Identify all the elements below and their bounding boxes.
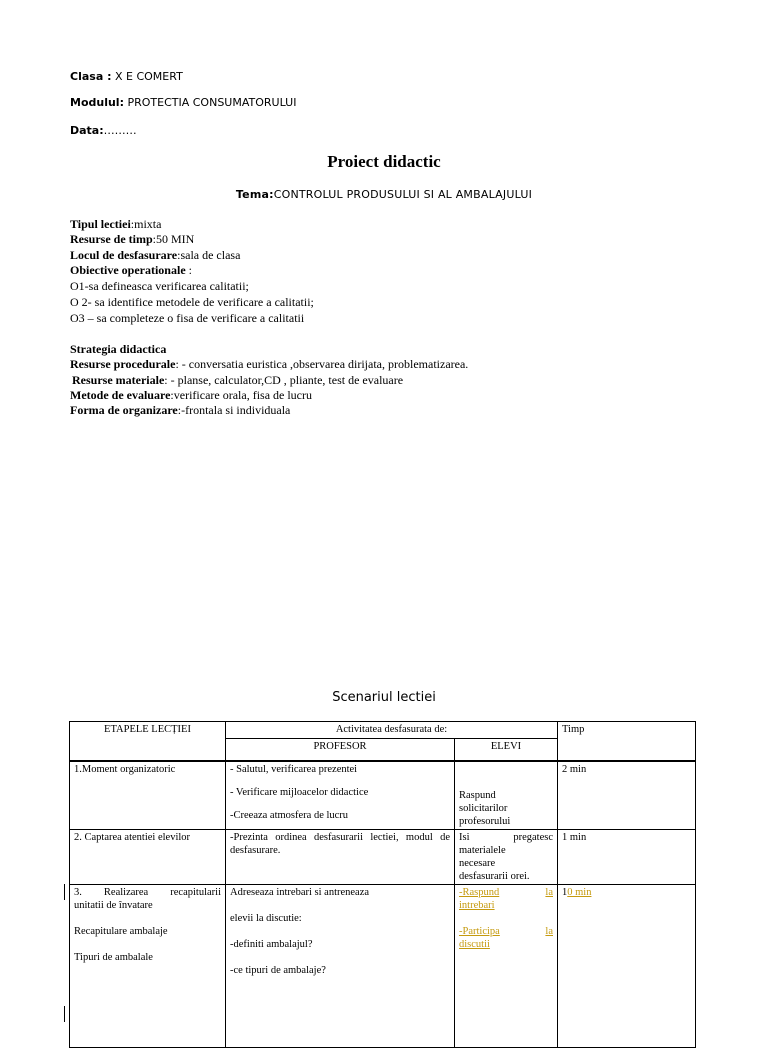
lesson-table: [69, 721, 696, 1048]
row1-elevi: [455, 761, 558, 830]
objective-o3: O3 – sa completeze o fisa de verificare a calitatii: [70, 311, 305, 325]
modulul-line: [70, 96, 296, 109]
row2-elevi: [455, 830, 558, 885]
tipul-value: :mixta: [130, 217, 162, 231]
table-row: [70, 885, 696, 1048]
header-activitate: Activitatea desfasurata de:: [226, 722, 558, 739]
locul-value: :sala de clasa: [177, 248, 241, 262]
row3-elevi-word: la: [545, 926, 553, 937]
obiective-label: Obiective operationale: [70, 263, 186, 277]
row3-prof-line: -ce tipuri de ambalaje?: [230, 965, 326, 976]
resurse-timp-line: [70, 232, 194, 247]
row3-timp-digit: 1: [562, 887, 568, 898]
table-row: [70, 830, 696, 885]
row3-elevi-word: discutii: [459, 939, 490, 950]
locul-label: Locul de desfasurare: [70, 248, 178, 262]
header-etape: ETAPELE LECȚIEI: [70, 722, 226, 762]
row2-timp: 1 min: [558, 830, 696, 885]
clasa-line: [70, 70, 183, 83]
objective-o2: O 2- sa identifice metodele de verificare a calitatii;: [70, 295, 314, 309]
row1-etapa: 1.Moment organizatoric: [70, 761, 226, 830]
data-value: ………: [103, 124, 137, 137]
data-line: [70, 124, 137, 137]
row1-prof-line: - Verificare mijloacelor didactice: [230, 787, 369, 798]
row2-elevi-line: Isi pregatesc: [459, 832, 553, 843]
resurse-timp-label: Resurse de timp: [70, 232, 153, 246]
strategia-line: [70, 342, 166, 357]
procedurale-line: [70, 357, 468, 372]
procedurale-value: : - conversatia euristica ,observarea dirijata, problematizarea.: [175, 357, 469, 371]
row1-timp: 2 min: [558, 761, 696, 830]
tipul-line: [70, 217, 161, 232]
row2-etapa: 2. Captarea atentiei elevilor: [70, 830, 226, 885]
resurse-timp-value: :50 MIN: [152, 232, 195, 246]
row3-prof-line: -definiti ambalajul?: [230, 939, 313, 950]
row3-elevi-line: [459, 925, 553, 938]
forma-line: [70, 403, 290, 418]
row3-elevi-word: -Raspund: [459, 887, 500, 898]
row2-profesor: -Prezinta ordinea desfasurarii lectiei, modul de desfasurare.: [226, 830, 455, 885]
row3-etapa-line: 3. Realizarea recapitularii: [74, 887, 221, 898]
modulul-label: Modulul:: [70, 96, 124, 109]
tema-label: Tema:: [235, 188, 274, 201]
row3-prof-line: Adreseaza intrebari si antreneaza: [230, 887, 370, 898]
row3-timp: [558, 885, 696, 1048]
materiale-label: Resurse materiale: [72, 373, 165, 387]
forma-label: Forma de organizare: [70, 403, 178, 417]
tipul-label: Tipul lectiei: [70, 217, 131, 231]
obiective-value: :: [185, 263, 192, 277]
materiale-line: [72, 373, 403, 388]
page-title: Proiect didactic: [327, 152, 441, 171]
row3-elevi-word: la: [545, 887, 553, 898]
evaluare-label: Metode de evaluare: [70, 388, 171, 402]
row3-etapa-line: unitatii de învatare: [74, 900, 153, 911]
materiale-value: : - planse, calculator,CD , pliante, test de evaluare: [164, 373, 404, 387]
row3-etapa-line: Recapitulare ambalaje: [74, 926, 168, 937]
forma-value: :-frontala si individuala: [177, 403, 291, 417]
row2-elevi-line: materialele necesare desfasurarii orei.: [459, 845, 530, 882]
row3-etapa-line: Tipuri de ambalale: [74, 952, 153, 963]
header-profesor: PROFESOR: [226, 739, 455, 761]
header-timp: Timp: [558, 722, 696, 762]
obiective-line: [70, 263, 192, 278]
row3-profesor: [226, 885, 455, 1048]
table-row: [70, 761, 696, 830]
evaluare-value: :verificare orala, fisa de lucru: [170, 388, 313, 402]
modulul-value: PROTECTIA CONSUMATORULUI: [123, 96, 297, 109]
strategia-label: Strategia didactica: [70, 342, 167, 356]
row3-etapa: [70, 885, 226, 1048]
row3-elevi-word: intrebari: [459, 900, 495, 911]
row3-elevi-word: -Participa: [459, 926, 500, 937]
row3-elevi-line: [459, 886, 553, 899]
tema-line: [0, 188, 768, 201]
objective-o1: O1-sa defineasca verificarea calitatii;: [70, 279, 249, 293]
clasa-label: Clasa :: [70, 70, 112, 83]
procedurale-label: Resurse procedurale: [70, 357, 176, 371]
clasa-value: X E COMERT: [111, 70, 183, 83]
data-label: Data:: [70, 124, 104, 137]
tema-value: CONTROLUL PRODUSULUI SI AL AMBALAJULUI: [273, 188, 533, 201]
evaluare-line: [70, 388, 312, 403]
header-elevi: ELEVI: [455, 739, 558, 761]
row3-prof-line: elevii la discutie:: [230, 913, 302, 924]
row3-elevi: [455, 885, 558, 1048]
margin-mark: [64, 884, 65, 900]
row1-prof-line: - Salutul, verificarea prezentei: [230, 764, 358, 775]
scenariu-title: Scenariul lectiei: [332, 690, 436, 705]
row3-timp-rest: 0 min: [567, 887, 592, 898]
row1-elevi-text: Raspund solicitarilor profesorului: [459, 790, 511, 827]
row1-profesor: [226, 761, 455, 830]
locul-line: [70, 248, 240, 263]
row1-prof-line: -Creeaza atmosfera de lucru: [230, 810, 349, 821]
margin-mark: [64, 1006, 65, 1022]
